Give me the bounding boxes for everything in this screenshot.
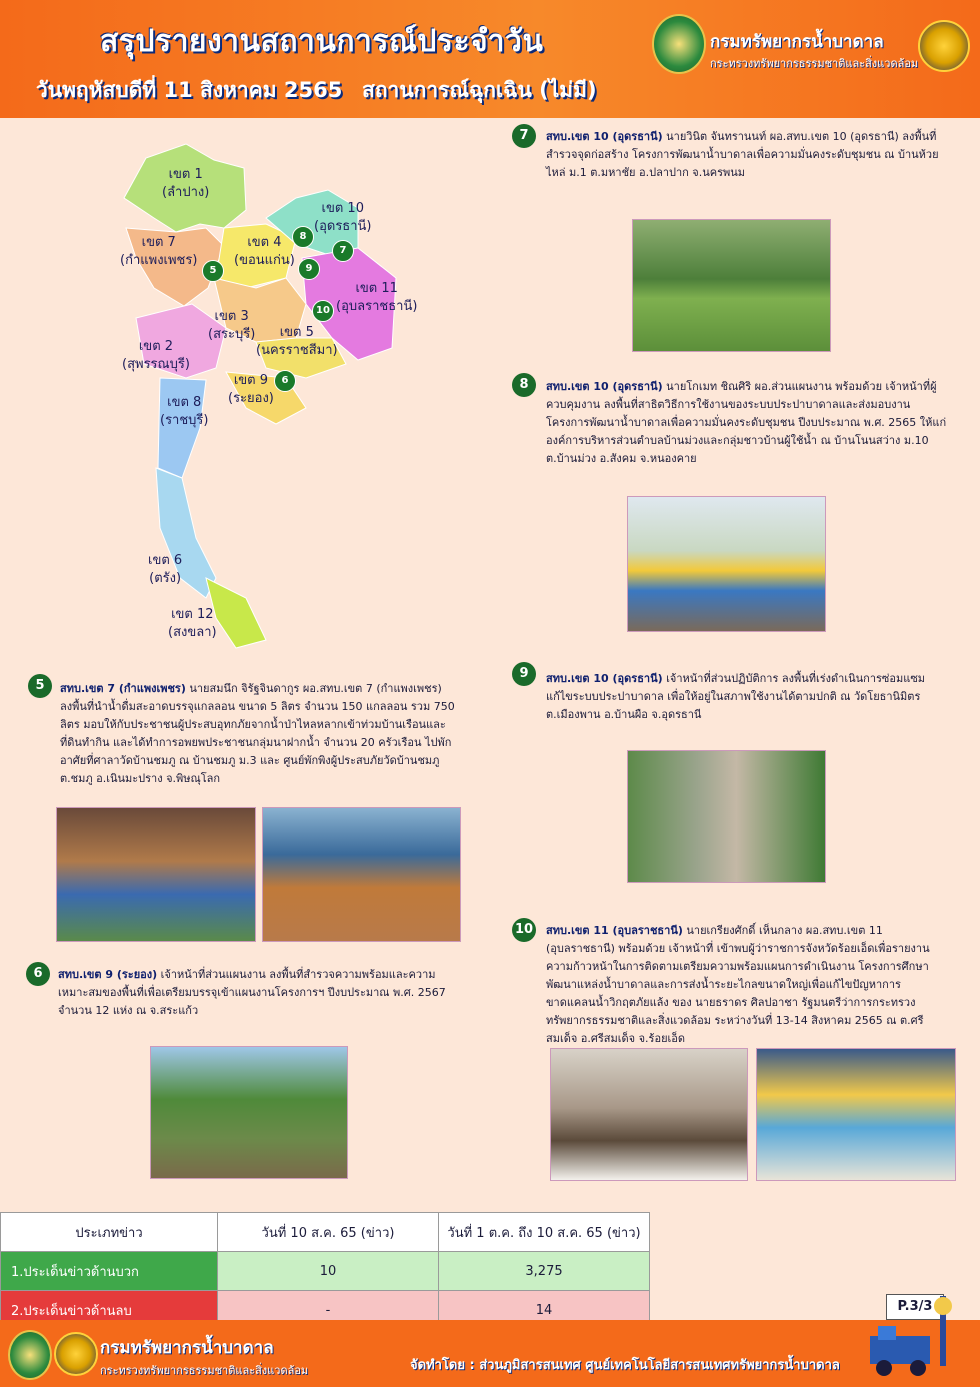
table-row [1,1252,650,1291]
map-marker: 6 [274,370,296,392]
entry-number-badge: 10 [512,918,536,942]
report-date: วันพฤหัสบดีที่ 11 สิงหาคม 2565 [36,78,343,102]
footer-credit: จัดทำโดย : ส่วนภูมิสารสนเทศ ศูนย์เทคโนโลยีสารสนเทศทรัพยากรน้ำบาดาล [410,1358,840,1373]
region-label: เขต 9 (ระยอง) [228,373,274,406]
ministry-seal-logo [918,20,970,72]
entry-9-photo [627,750,826,883]
drilling-truck-icon [860,1296,960,1382]
map-marker: 9 [298,258,320,280]
entry-number-badge: 9 [512,662,536,686]
region-label: เขต 2 (สุพรรณบุรี) [122,339,190,372]
entry-number-badge: 8 [512,373,536,397]
news-stats-table [0,1212,650,1330]
entry-6-photo [150,1046,348,1179]
table-cell: 10 [218,1252,439,1291]
thailand-region-map [96,128,426,658]
table-header: ประเภทข่าว [1,1213,218,1252]
footer-ministry-name: กระทรวงทรัพยากรธรรมชาติและสิ่งแวดล้อม [100,1364,309,1377]
table-header-row [1,1213,650,1252]
entry-number-badge: 5 [28,674,52,698]
region-label: เขต 6 (ตรัง) [148,553,183,586]
ministry-seal-logo [54,1332,98,1376]
entry-10-photo-2 [756,1048,956,1181]
map-marker: 10 [312,300,334,322]
entry-number-badge: 6 [26,962,50,986]
department-logo [8,1330,52,1380]
region-label: เขต 7 (กำแพงเพชร) [120,235,198,268]
entry-9-text: สทบ.เขต 10 (อุดรธานี) เจ้าหน้าที่ส่วนปฏิบัติการ ลงพื้นที่เร่งดำเนินการซ่อมแซม แก้ไขระบบประปาบาดาล เพื่อให้อยู่ในสภาพใช้งานได้ตามปกติ ณ วัดโยธานิมิตร ต.เมืองพาน อ.บ้านผือ จ.อุดรธานี [546,672,926,721]
page-number: P.3/3 [886,1294,944,1320]
entry-number-badge: 7 [512,124,536,148]
map-marker: 5 [202,260,224,282]
region-label: เขต 10 (อุดรธานี) [314,201,372,234]
department-name: กรมทรัพยากรน้ำบาดาล [710,32,884,52]
map-marker: 8 [292,226,314,248]
table-cell-label: 2.ประเด็นข่าวด้านลบ [1,1291,218,1330]
entry-10-photo-1 [550,1048,748,1181]
entry-7-text: สทบ.เขต 10 (อุดรธานี) นายวินิต จันทรานนท์ ผอ.สทบ.เขต 10 (อุดรธานี) ลงพื้นที่สำรวจจุดก่อสร้าง โครงการพัฒนาน้ำบาดาลเพื่อความมั่นคงระดับชุมชน ณ บ้านห้วยไหล่ ม.1 ต.มหาชัย อ.ปลาปาก จ.นครพนม [546,130,939,179]
region-label: เขต 3 (สระบุรี) [208,309,256,342]
entry-8-photo [627,496,826,632]
entry-8-text: สทบ.เขต 10 (อุดรธานี) นายโกเมท ชิณศิริ ผอ.ส่วนแผนงาน พร้อมด้วย เจ้าหน้าที่ผู้ควบคุมงาน ลงพื้นที่สาธิตวิธีการใช้งานของระบบประปาบาดาลและส่งมอบงาน โครงการพัฒนาน้ำบาดาลเพื่อความมั่นคงระดับชุมชน ปีงบประมาณ พ.ศ. 2565 ให้แก่ องค์การบริหารส่วนตำบลบ้านม่วงและกลุ่มชาวบ้านผู้ใช้น้ำ ณ บ้านโนนสว่าง ม.10 ต.บ้านม่วง อ.สังคม จ.หนองคาย [546,380,947,465]
footer-department-name: กรมทรัพยากรน้ำบาดาล [100,1338,274,1358]
table-cell-label: 1.ประเด็นข่าวด้านบวก [1,1252,218,1291]
region-label: เขต 1 (ลำปาง) [162,167,210,200]
entry-5-photo-2 [262,807,461,942]
ministry-name: กระทรวงทรัพยากรธรรมชาติและสิ่งแวดล้อม [710,57,919,70]
entry-6-text: สทบ.เขต 9 (ระยอง) เจ้าหน้าที่ส่วนแผนงาน ลงพื้นที่สำรวจความพร้อมและความเหมาะสมของพื้นที่เพื่อเตรียมบรรจุเข้าแผนงานโครงการฯ ปีงบประมาณ พ.ศ. 2567 จำนวน 12 แห่ง ณ จ.สระแก้ว [58,968,446,1017]
emergency-status: สถานการณ์ฉุกเฉิน (ไม่มี) [362,78,597,102]
entry-10-text: สทบ.เขต 11 (อุบลราชธานี) นายเกรียงศักดิ์ เห็นกลาง ผอ.สทบ.เขต 11 (อุบลราชธานี) พร้อมด้วย เจ้าหน้าที่ เข้าพบผู้ว่าราชการจังหวัดร้อยเอ็ดเพื่อรายงานความก้าวหน้าในการติดตามเตรียมความพร้อมแผนการดำเนินงาน โครงการศึกษาพัฒนาแหล่งน้ำบาดาลและการส่งน้ำระยะไกลขนาดใหญ่เพื่อแก้ไขปัญหาการขาดแคลนน้ำวิกฤตภัยแล้ง ของ นายธราดร ศิลปอาชา รัฐมนตรีว่าการกระทรวงทรัพยากรธรรมชาติและสิ่งแวดล้อม ระหว่างวันที่ 13-14 สิงหาคม 2565 ณ ต.ศรีสมเด็จ อ.ศรีสมเด็จ จ.ร้อยเอ็ด [546,924,930,1045]
table-cell: - [218,1291,439,1330]
department-logo [652,14,706,74]
region-label: เขต 4 (ขอนแก่น) [234,235,295,268]
page-title: สรุปรายงานสถานการณ์ประจำวัน [100,24,544,59]
entry-5-photo-1 [56,807,256,942]
region-label: เขต 12 (สงขลา) [168,607,217,640]
entry-7-photo [632,219,831,352]
table-cell: 14 [439,1291,650,1330]
table-header: วันที่ 1 ต.ค. ถึง 10 ส.ค. 65 (ข่าว) [439,1213,650,1252]
table-cell: 3,275 [439,1252,650,1291]
table-header: วันที่ 10 ส.ค. 65 (ข่าว) [218,1213,439,1252]
entry-5-text: สทบ.เขต 7 (กำแพงเพชร) นายสมนึก จิรัฐจินดากูร ผอ.สทบ.เขต 7 (กำแพงเพชร) ลงพื้นที่นำน้ำดื่มสะอาดบรรจุแกลลอน ขนาด 5 ลิตร จำนวน 150 แกลลอน รวม 750 ลิตร มอบให้กับประชาชนผู้ประสบอุทกภัยจากน้ำป่าไหลหลากเข้าท่วมบ้านเรือนและที่ดินทำกิน และได้ทำการอพยพประชาชนกลุ่มนาฝากน้ำ จำนวน 20 ครัวเรือน ไปพักอาศัยที่ศาลาวัดบ้านชมภู ณ บ้านชมภู ม.3 และ ศูนย์พักพิงผู้ประสบภัยวัดบ้านชมภู ต.ชมภู อ.เนินมะปราง จ.พิษณุโลก [60,682,455,785]
region-label: เขต 8 (ราชบุรี) [160,395,209,428]
region-label: เขต 11 (อุบลราชธานี) [336,281,418,314]
region-label: เขต 5 (นครราชสีมา) [256,325,338,358]
map-marker: 7 [332,240,354,262]
